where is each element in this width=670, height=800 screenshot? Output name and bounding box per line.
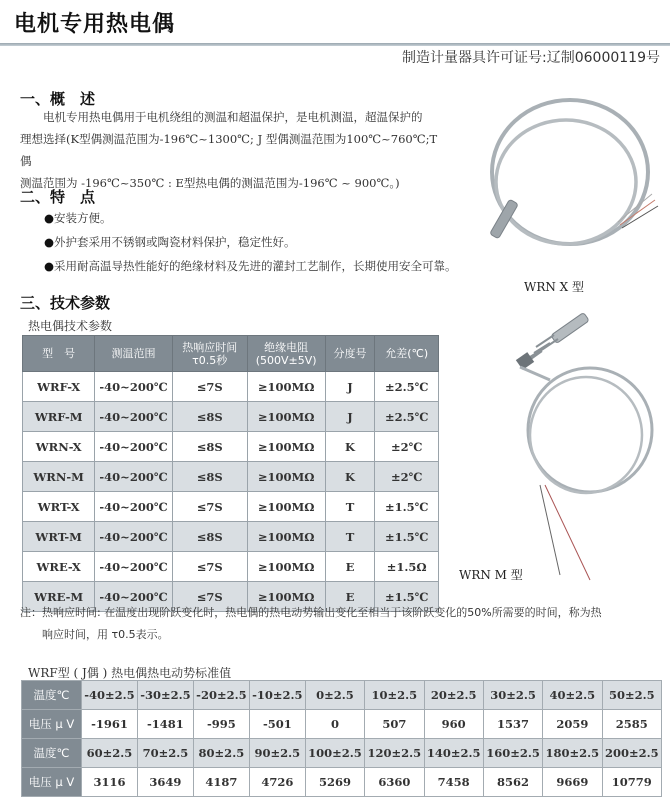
lead-wire-red [545, 485, 590, 580]
table-cell: ≥100MΩ [247, 582, 325, 612]
col-response: 热响应时间 τ0.5秒 [172, 336, 247, 372]
table-cell: ≥100MΩ [247, 372, 325, 402]
table-cell: ≥100MΩ [247, 492, 325, 522]
table-cell: E [325, 582, 375, 612]
overview-line: 测温范围为 -196℃~350℃ : E型热电偶的测温范围为-196℃ ~ 900℃。) [20, 176, 400, 190]
wrn-m-caption: WRN M 型 [459, 568, 523, 582]
table-cell: K [325, 432, 375, 462]
emf-cell: 180±2.5 [543, 739, 602, 768]
emf-cell: 30±2.5 [483, 681, 542, 710]
emf-cell: 20±2.5 [424, 681, 483, 710]
emf-cell: 2059 [543, 710, 602, 739]
table-cell: WRF-M [23, 402, 95, 432]
table-cell: -40~200℃ [95, 402, 172, 432]
feature-item [44, 258, 457, 274]
specs-heading: 三、技术参数 [20, 294, 111, 312]
table-cell: K [325, 462, 375, 492]
table-cell: J [325, 402, 375, 432]
table-cell: ≥100MΩ [247, 552, 325, 582]
note [20, 602, 660, 646]
col-model: 型 号 [23, 336, 95, 372]
wrn-m-photo [480, 305, 665, 585]
col-insulation: 绝缘电阻 (500V±5V) [247, 336, 325, 372]
emf-cell: 50±2.5 [602, 681, 661, 710]
wrn-x-caption: WRN X 型 [524, 280, 585, 294]
overview-line: 电机专用热电偶用于电机绕组的测温和超温保护，是电机测温，超温保护的 [20, 110, 423, 124]
bullet-icon: ● [44, 211, 55, 225]
lead-wire-black [540, 485, 560, 575]
table-cell: ≤7S [172, 492, 247, 522]
table-cell: ±2.5℃ [375, 402, 439, 432]
emf-cell: 70±2.5 [137, 739, 193, 768]
features-heading: 二、特 点 [20, 188, 96, 206]
emf-cell: 7458 [424, 768, 483, 797]
feature-text: 外护套采用不锈钢或陶瓷材料保护，稳定性好。 [54, 235, 296, 249]
probe-sheath [490, 199, 519, 239]
table-cell: ±1.5℃ [375, 522, 439, 552]
table-row [23, 372, 439, 402]
table-cell: -40~200℃ [95, 552, 172, 582]
bullet-icon: ● [44, 235, 55, 249]
emf-cell: 140±2.5 [424, 739, 483, 768]
feature-item [44, 210, 112, 226]
feature-item [44, 234, 296, 250]
emf-cell: 2585 [602, 710, 661, 739]
emf-cell: 10±2.5 [365, 681, 424, 710]
emf-cell: 40±2.5 [543, 681, 602, 710]
table-cell: J [325, 372, 375, 402]
table-cell: ≤8S [172, 402, 247, 432]
voltage-row [22, 710, 662, 739]
table-cell: WRT-X [23, 492, 95, 522]
col-tolerance: 允差(℃) [375, 336, 439, 372]
table-cell: WRF-X [23, 372, 95, 402]
table-cell: -40~200℃ [95, 582, 172, 612]
emf-cell: -20±2.5 [193, 681, 249, 710]
emf-cell: -501 [249, 710, 305, 739]
cable-loop-outer [528, 368, 652, 492]
cable-loop-inner [496, 120, 636, 244]
table-cell: WRE-M [23, 582, 95, 612]
table-header-row [23, 336, 439, 372]
emf-cell: -1961 [82, 710, 138, 739]
table-cell: ≥100MΩ [247, 462, 325, 492]
bullet-icon: ● [44, 259, 55, 273]
table-row [23, 402, 439, 432]
table-cell: T [325, 522, 375, 552]
specs-table-caption: 热电偶技术参数 [28, 319, 113, 333]
emf-cell: 9669 [543, 768, 602, 797]
emf-cell: 507 [365, 710, 424, 739]
table-cell: ≥100MΩ [247, 402, 325, 432]
row-label-voltage: 电压 μ V [22, 768, 82, 797]
table-cell: ±1.5℃ [375, 492, 439, 522]
table-cell: ±1.5℃ [375, 582, 439, 612]
emf-cell: 1537 [483, 710, 542, 739]
table-cell: WRN-X [23, 432, 95, 462]
table-cell: -40~200℃ [95, 522, 172, 552]
note-line: 注：热响应时间: 在温度出现阶跃变化时，热电偶的热电动势输出变化至相当于该阶跃变化的50%所需要的时间，称为热 [20, 606, 602, 619]
emf-cell: 5269 [305, 768, 364, 797]
title-divider [0, 43, 670, 46]
table-cell: ≤8S [172, 432, 247, 462]
emf-cell: 960 [424, 710, 483, 739]
row-label-temp: 温度℃ [22, 681, 82, 710]
note-line: 响应时间，用 τ0.5表示。 [42, 628, 169, 641]
emf-table [21, 680, 662, 797]
col-graduation: 分度号 [325, 336, 375, 372]
row-label-temp: 温度℃ [22, 739, 82, 768]
specs-table [22, 335, 439, 612]
feature-text: 采用耐高温导热性能好的绝缘材料及先进的灌封工艺制作，长期使用安全可靠。 [54, 259, 457, 273]
col-range: 测温范围 [95, 336, 172, 372]
emf-cell: 160±2.5 [483, 739, 542, 768]
mounting-nut [516, 352, 534, 370]
table-cell: ≤7S [172, 582, 247, 612]
emf-cell: 100±2.5 [305, 739, 364, 768]
overview-text [20, 106, 450, 194]
table-cell: ≤8S [172, 462, 247, 492]
table-cell: WRE-X [23, 552, 95, 582]
table-row [23, 492, 439, 522]
table-cell: WRT-M [23, 522, 95, 552]
emf-cell: 200±2.5 [602, 739, 661, 768]
emf-cell: 3116 [82, 768, 138, 797]
voltage-row [22, 768, 662, 797]
emf-cell: 6360 [365, 768, 424, 797]
temp-row [22, 739, 662, 768]
table-cell: -40~200℃ [95, 432, 172, 462]
overview-heading: 一、概 述 [20, 90, 96, 108]
cable-loop-inner [530, 377, 642, 493]
emf-cell: 4726 [249, 768, 305, 797]
cable-segment [520, 367, 550, 380]
page-title: 电机专用热电偶 [14, 12, 176, 37]
table-cell: -40~200℃ [95, 372, 172, 402]
license-number: 制造计量器具许可证号:辽制06000119号 [402, 50, 660, 66]
emf-cell: 4187 [193, 768, 249, 797]
table-row [23, 522, 439, 552]
table-cell: E [325, 552, 375, 582]
table-cell: ±2℃ [375, 462, 439, 492]
overview-line: 理想选择(K型偶测温范围为-196℃~1300℃; J 型偶测温范围为100℃~760℃;T 偶 [20, 132, 438, 168]
emf-cell: 0±2.5 [305, 681, 364, 710]
table-cell: -40~200℃ [95, 492, 172, 522]
emf-table-caption: WRF型 ( J偶 ) 热电偶热电动势标准值 [28, 666, 232, 680]
table-cell: ≥100MΩ [247, 522, 325, 552]
table-cell: ≥100MΩ [247, 432, 325, 462]
table-row [23, 552, 439, 582]
emf-cell: -995 [193, 710, 249, 739]
emf-cell: 8562 [483, 768, 542, 797]
table-cell: ≤7S [172, 372, 247, 402]
table-cell: ±2℃ [375, 432, 439, 462]
emf-cell: -40±2.5 [82, 681, 138, 710]
emf-cell: 3649 [137, 768, 193, 797]
wrn-x-photo [470, 90, 665, 280]
table-cell: ≤7S [172, 552, 247, 582]
emf-cell: 0 [305, 710, 364, 739]
row-label-voltage: 电压 μ V [22, 710, 82, 739]
emf-cell: 60±2.5 [82, 739, 138, 768]
emf-cell: -30±2.5 [137, 681, 193, 710]
table-row [23, 462, 439, 492]
table-cell: ±2.5℃ [375, 372, 439, 402]
table-cell: ±1.5Ω [375, 552, 439, 582]
emf-cell: -1481 [137, 710, 193, 739]
emf-cell: 90±2.5 [249, 739, 305, 768]
temp-row [22, 681, 662, 710]
emf-cell: 10779 [602, 768, 661, 797]
feature-text: 安装方便。 [54, 211, 112, 225]
table-cell: ≤8S [172, 522, 247, 552]
emf-cell: 120±2.5 [365, 739, 424, 768]
table-cell: WRN-M [23, 462, 95, 492]
table-cell: -40~200℃ [95, 462, 172, 492]
emf-cell: -10±2.5 [249, 681, 305, 710]
emf-cell: 80±2.5 [193, 739, 249, 768]
table-cell: T [325, 492, 375, 522]
table-row [23, 432, 439, 462]
